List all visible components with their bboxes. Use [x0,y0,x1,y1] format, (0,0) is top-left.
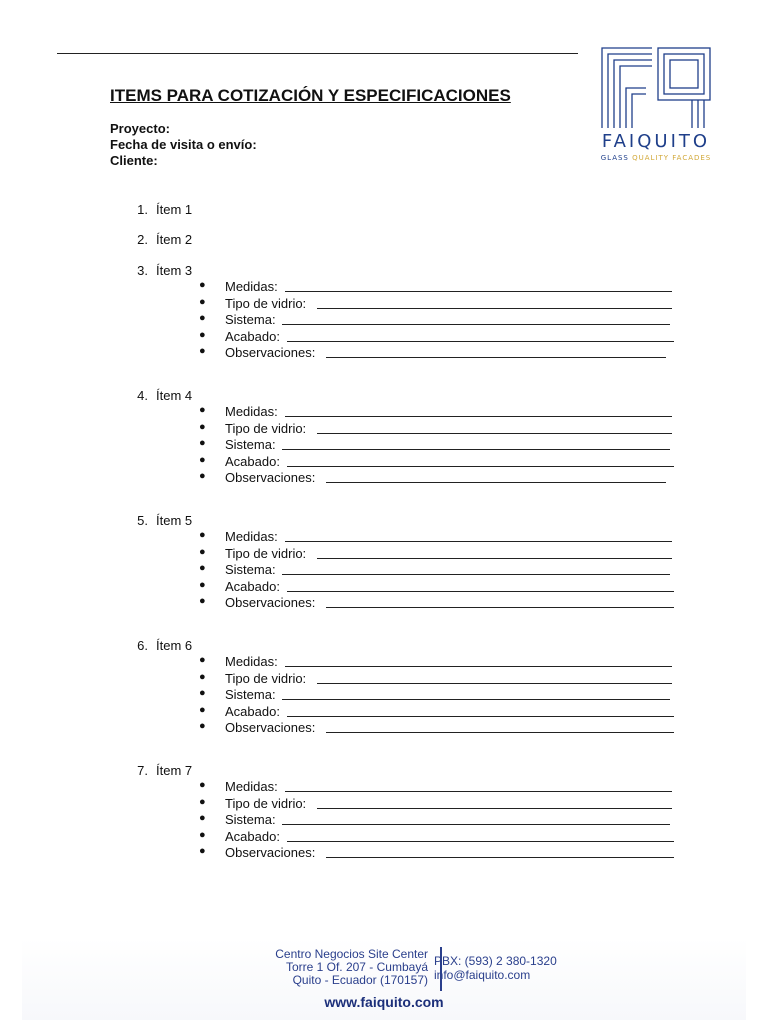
spec-label: Medidas: [225,529,278,544]
bullet-icon: ● [199,595,206,607]
item-label: Ítem 5 [156,513,193,528]
bullet-icon: ● [199,812,206,824]
spec-label: Acabado: [225,828,280,844]
spec-label: Tipo de vidrio: [225,795,307,811]
footer-address-line: Torre 1 Of. 207 - Cumbayá [285,960,428,974]
spec-label: Sistema: [225,562,276,577]
fill-in-line[interactable] [282,449,670,450]
fill-in-line[interactable] [285,291,672,292]
logo-tagline-facades: QUALITY FACADES [632,154,712,162]
document-title: ITEMS PARA COTIZACIÓN Y ESPECIFICACIONES [110,86,511,105]
spec-label: Medidas: [225,279,278,294]
fill-in-line[interactable] [317,433,672,434]
bullet-icon: ● [199,562,206,574]
fill-in-line[interactable] [317,308,672,309]
fill-in-line[interactable] [287,466,674,467]
logo-tagline-glass: GLASS [600,154,633,162]
bullet-icon: ● [199,703,206,716]
project-label: Proyecto: [110,121,170,136]
spec-label: Acabado: [225,328,280,344]
fill-in-line[interactable] [285,666,672,667]
bullet-icon: ● [199,328,206,341]
item-label: Ítem 1 [156,202,193,217]
spec-label: Sistema: [225,687,276,702]
fill-in-line[interactable] [282,574,670,575]
fill-in-line[interactable] [287,841,674,842]
bullet-icon: ● [199,404,206,416]
bullet-icon: ● [199,345,206,357]
top-rule [57,53,578,54]
spec-label: Tipo de vidrio: [225,420,307,436]
fill-in-line[interactable] [282,699,670,700]
bullet-icon: ● [199,312,206,324]
spec-label: Medidas: [225,404,278,419]
bullet-icon: ● [199,845,206,857]
spec-label: Observaciones: [225,595,316,610]
item-label: Ítem 6 [156,638,193,653]
spec-label: Tipo de vidrio: [225,295,307,311]
footer-website[interactable]: www.faiquito.com [324,994,444,1010]
spec-label: Observaciones: [225,720,316,735]
fill-in-line[interactable] [287,591,674,592]
fill-in-line[interactable] [317,683,672,684]
fill-in-line[interactable] [285,791,672,792]
logo-tagline [592,154,720,162]
spec-label: Sistema: [225,437,276,452]
item-label: Ítem 2 [156,232,193,247]
bullet-icon: ● [199,578,206,591]
spec-label: Sistema: [225,812,276,827]
bullet-icon: ● [199,795,206,808]
bullet-icon: ● [199,470,206,482]
fill-in-line[interactable] [326,732,674,733]
item-number: 1. [137,202,148,217]
spec-label: Medidas: [225,779,278,794]
footer-email[interactable]: info@faiquito.com [434,968,531,982]
fq-monogram-icon [596,42,716,128]
item-number: 3. [137,263,148,278]
bullet-icon: ● [199,279,206,291]
item-number: 6. [137,638,148,653]
bullet-icon: ● [199,670,206,683]
fill-in-line[interactable] [326,607,674,608]
footer-phone: PBX: (593) 2 380-1320 [434,954,557,968]
bullet-icon: ● [199,545,206,558]
footer [22,938,746,1020]
spec-label: Tipo de vidrio: [225,545,307,561]
item-number: 7. [137,763,148,778]
bullet-icon: ● [199,529,206,541]
visit-date-label: Fecha de visita o envío: [110,137,257,152]
bullet-icon: ● [199,779,206,791]
bullet-icon: ● [199,295,206,308]
footer-address [202,948,428,987]
footer-address-line: Quito - Ecuador (170157) [292,973,428,987]
bullet-icon: ● [199,420,206,433]
bullet-icon: ● [199,687,206,699]
bullet-icon: ● [199,720,206,732]
footer-address-line: Centro Negocios Site Center [275,947,428,961]
spec-label: Observaciones: [225,470,316,485]
bullet-icon: ● [199,453,206,466]
client-label: Cliente: [110,153,158,168]
fill-in-line[interactable] [287,716,674,717]
fill-in-line[interactable] [285,541,672,542]
spec-label: Observaciones: [225,845,316,860]
fill-in-line[interactable] [287,341,674,342]
fill-in-line[interactable] [317,808,672,809]
footer-contact [434,954,557,982]
bullet-icon: ● [199,828,206,841]
fill-in-line[interactable] [317,558,672,559]
spec-label: Medidas: [225,654,278,669]
spec-label: Acabado: [225,578,280,594]
fill-in-line[interactable] [285,416,672,417]
logo-name: FAIQUITO [601,131,711,152]
fill-in-line[interactable] [326,482,666,483]
project-meta [110,121,257,169]
bullet-icon: ● [199,654,206,666]
bullet-icon: ● [199,437,206,449]
item-number: 2. [137,232,148,247]
spec-label: Observaciones: [225,345,316,360]
spec-label: Sistema: [225,312,276,327]
spec-label: Acabado: [225,703,280,719]
spec-label: Acabado: [225,453,280,469]
fill-in-line[interactable] [326,357,666,358]
fill-in-line[interactable] [282,324,670,325]
item-number: 4. [137,388,148,403]
spec-label: Tipo de vidrio: [225,670,307,686]
fill-in-line[interactable] [326,857,674,858]
fill-in-line[interactable] [282,824,670,825]
item-number: 5. [137,513,148,528]
item-label: Ítem 3 [156,263,193,278]
item-label: Ítem 7 [156,763,193,778]
item-label: Ítem 4 [156,388,193,403]
company-logo [592,42,720,167]
